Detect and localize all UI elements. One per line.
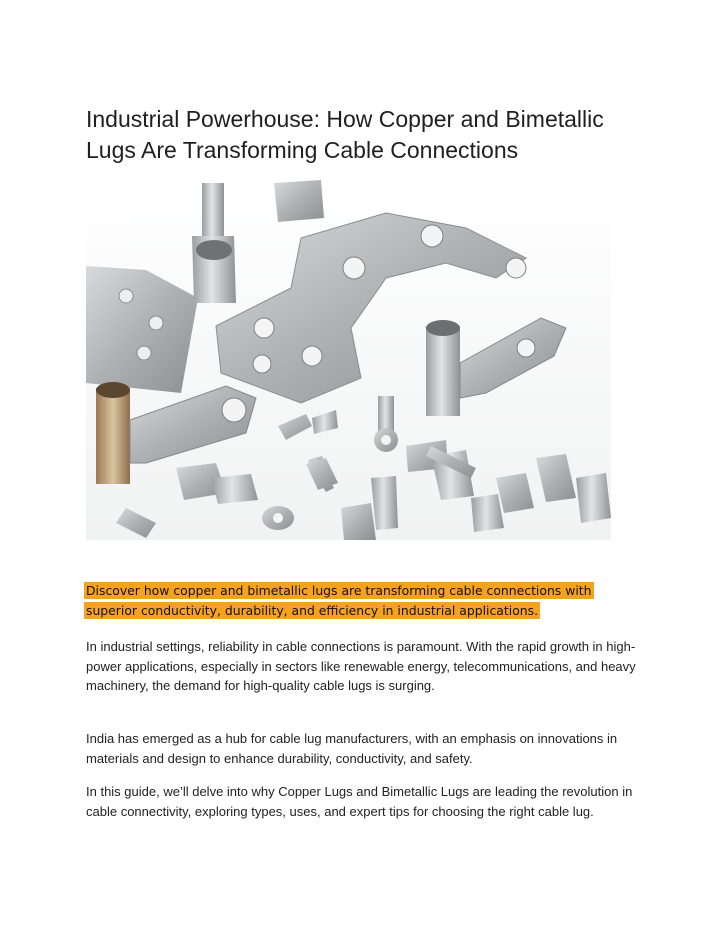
paragraph-guide: In this guide, we’ll delve into why Copper Lugs and Bimetallic Lugs are leading the revolution in cable connectivity, exploring types, uses, and expert tips for choosing the right cable lug. (86, 784, 633, 819)
article-title: Industrial Powerhouse: How Copper and Bimetallic Lugs Are Transforming Cable Connections (86, 106, 604, 163)
summary-highlight (84, 581, 644, 621)
copper-lugs-photo (86, 178, 611, 540)
summary-text: Discover how copper and bimetallic lugs are transforming cable connections with superior conductivity, durability, and efficiency in industrial applications. (86, 583, 592, 618)
paragraph-intro: In industrial settings, reliability in cable connections is paramount. With the rapid growth in high-power applications, especially in sectors like renewable energy, telecommunications, and heavy machinery, the demand for high-quality cable lugs is surging. (86, 639, 636, 693)
paragraph-india: India has emerged as a hub for cable lug manufacturers, with an emphasis on innovations in materials and design to enhance durability, conductivity, and safety. (86, 731, 618, 766)
